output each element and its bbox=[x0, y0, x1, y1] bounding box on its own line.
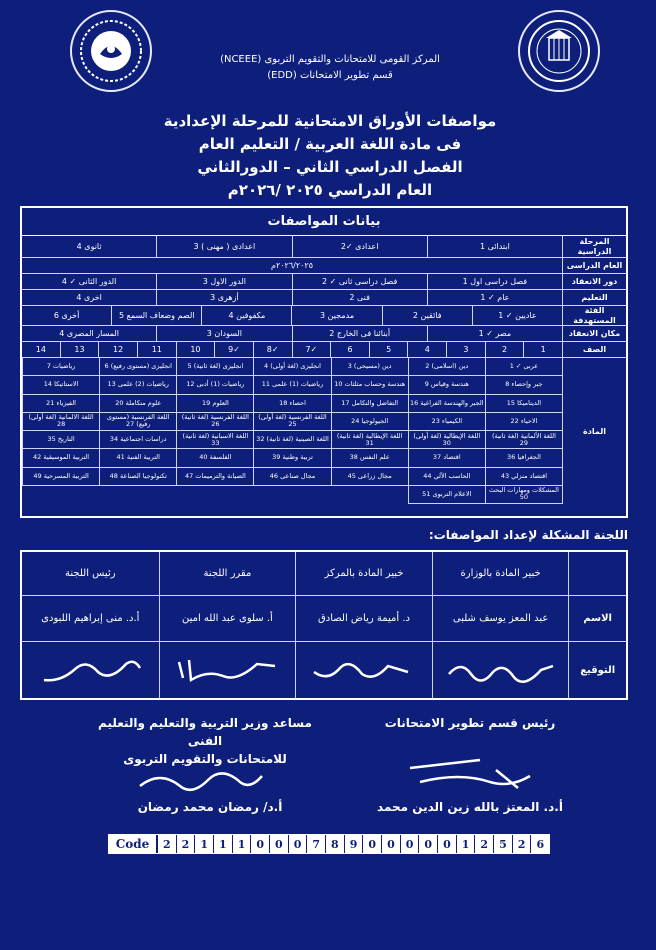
subject-cell: دراسات اجتماعية 34 bbox=[99, 431, 176, 449]
edd-head-title bbox=[360, 714, 580, 732]
subject-cell: اقتصاد 37 bbox=[408, 449, 485, 467]
subject-cell: علم النفس 38 bbox=[331, 449, 408, 467]
spec-cell: ✓7 bbox=[292, 342, 331, 357]
spec-row bbox=[22, 342, 626, 358]
code-digit: 2 bbox=[474, 835, 493, 853]
subject-cell: العلوم 19 bbox=[176, 395, 253, 413]
member-name-4: أ.د. منى إبراهيم اللبودى bbox=[41, 613, 140, 624]
committee-header-1: خبير المادة بالوزارة bbox=[432, 552, 569, 595]
spec-cell: 10 bbox=[176, 342, 215, 357]
code-digit: 0 bbox=[437, 835, 456, 853]
subject-cell: اللغة الإيطالية (لغة ثانية) 31 bbox=[331, 431, 408, 449]
org-line-2: قسم تطوير الامتحانات (EDD) bbox=[267, 70, 393, 81]
spec-cell: اعدادى ✓2 bbox=[292, 236, 427, 257]
subject-cell: تكنولوجيا الصناعة 48 bbox=[99, 468, 176, 486]
spec-cell: 4 bbox=[407, 342, 446, 357]
code-digit: 0 bbox=[362, 835, 381, 853]
spec-cell: ٢٠٢٦/٢٠٢٥م bbox=[270, 260, 314, 270]
spec-cell: 14 bbox=[35, 344, 46, 354]
spec-cell: 6 bbox=[330, 342, 369, 357]
subject-cell: الجيولوجيا 24 bbox=[331, 413, 408, 431]
spec-cell: عاديين ✓ 1 bbox=[472, 306, 562, 325]
spec-cell: مكفوفين 4 bbox=[201, 306, 291, 325]
subject-cell: الاستاتيكا 14 bbox=[22, 376, 99, 394]
assistant-minister-name: أ.د/ رمضان محمد رمضان bbox=[137, 800, 283, 814]
spec-row-label: الصف bbox=[562, 342, 626, 357]
subject-cell: الجغرافيا 36 bbox=[485, 449, 562, 467]
subject-cell: الحاسب الآلي 44 bbox=[408, 468, 485, 486]
spec-cell: المسار المصرى 4 bbox=[59, 328, 120, 338]
spec-cell: الدور الاول 3 bbox=[156, 274, 291, 289]
code-digit: 1 bbox=[194, 835, 213, 853]
spec-cell: أخرى 6 bbox=[53, 310, 80, 320]
subject-cell: رياضيات (1) علمى 11 bbox=[253, 376, 330, 394]
subject-cell: التربية الفنية 41 bbox=[99, 449, 176, 467]
handwritten-signature-icon bbox=[432, 642, 569, 698]
subject-cell: الصيانة والترميمات 47 bbox=[176, 468, 253, 486]
code-digit: 2 bbox=[176, 835, 195, 853]
committee-header-4: رئيس اللجنة bbox=[65, 568, 116, 579]
spec-cell: ✓8 bbox=[253, 342, 292, 357]
spec-row-label: الفئة المستهدفة bbox=[562, 306, 626, 325]
subject-cell: اللغة الإيطالية (لغة أولى) 30 bbox=[408, 431, 485, 449]
code-digit: 6 bbox=[530, 835, 549, 853]
spec-cell: مصر ✓ 1 bbox=[427, 326, 562, 341]
subject-cell: التربية المسرحية 49 bbox=[22, 468, 99, 486]
spec-cell: 1 bbox=[523, 342, 562, 357]
subject-cell: هندسة وقياس 9 bbox=[408, 376, 485, 394]
title-line-2: فى مادة اللغة العربية / التعليم العام bbox=[198, 135, 462, 153]
org-line-1: المركز القومى للامتحانات والتقويم التربوى (NCEEE) bbox=[220, 54, 440, 65]
spec-cell: أبنائنا فى الخارج 2 bbox=[292, 326, 427, 341]
spec-cell: فصل دراسى ثانى ✓ 2 bbox=[292, 274, 427, 289]
spec-cell: 12 bbox=[98, 342, 137, 357]
spec-cell: ✓9 bbox=[214, 342, 253, 357]
subject-cell: اللغة الفرنسية (لغة ثانية) 26 bbox=[176, 413, 253, 431]
member-name-1: عبد المعز يوسف شلبى bbox=[432, 596, 569, 641]
spec-row bbox=[22, 236, 626, 258]
code-digit: 0 bbox=[381, 835, 400, 853]
subject-cell: مجال زراعى 45 bbox=[331, 468, 408, 486]
subject-cell: دين (مسيحى) 3 bbox=[331, 358, 408, 376]
subject-cell: اقتصاد منزلي 43 bbox=[485, 468, 562, 486]
subject-cell: علوم متكاملة 20 bbox=[99, 395, 176, 413]
subject-cell: احصاء 18 bbox=[253, 395, 330, 413]
spec-cell: أزهرى 3 bbox=[156, 290, 291, 305]
committee-header-3: مقرر اللجنة bbox=[159, 552, 296, 595]
spec-row-label: دور الانعقاد bbox=[562, 274, 626, 289]
subject-cell: الاعلام التربوى 51 bbox=[408, 486, 485, 504]
spec-row bbox=[22, 258, 626, 274]
code-digit: 1 bbox=[232, 835, 251, 853]
subject-cell: اللغة الفرنسية (مستوى رفيع) 27 bbox=[99, 413, 176, 431]
code-digit: 2 bbox=[512, 835, 531, 853]
handwritten-signature-icon bbox=[295, 642, 432, 698]
subjects-row bbox=[22, 358, 626, 504]
spec-cell: اعدادى ( مهنى ) 3 bbox=[156, 236, 291, 257]
document-titles bbox=[120, 110, 540, 202]
subject-cell: انجليزى (لغة ثانية) 5 bbox=[176, 358, 253, 376]
name-label: الاسم bbox=[568, 596, 626, 641]
nceee-emblem-icon bbox=[70, 10, 152, 92]
subject-cell: الفيزياء 21 bbox=[22, 395, 99, 413]
spec-cell: فائقين 2 bbox=[382, 306, 472, 325]
spec-row bbox=[22, 306, 626, 326]
code-digit: 1 bbox=[213, 835, 232, 853]
member-name-3: أ. سلوى عبد الله امين bbox=[159, 596, 296, 641]
spec-cell: فنى 2 bbox=[292, 290, 427, 305]
code-digit: 0 bbox=[418, 835, 437, 853]
handwritten-signature-icon bbox=[400, 748, 540, 802]
spec-cell: اخرى 4 bbox=[76, 292, 102, 302]
edd-head-title-text: رئيس قسم تطوير الامتحانات bbox=[384, 716, 556, 730]
spec-row-label: العام الدراسى bbox=[562, 258, 626, 273]
subject-cell: التفاضل والتكامل 17 bbox=[331, 395, 408, 413]
subject-cell: مجال صناعى 46 bbox=[253, 468, 330, 486]
subject-cell: اللغة الاسبانية (لغة ثانية) 33 bbox=[176, 431, 253, 449]
assistant-minister-title-line-1: مساعد وزير التربية والتعليم والتعليم الفنى bbox=[98, 716, 312, 748]
document-header bbox=[0, 0, 656, 108]
subject-cell: رياضيات (1) أدبى 12 bbox=[176, 376, 253, 394]
subject-cell: عربى ✓ 1 bbox=[485, 358, 562, 376]
specification-table bbox=[20, 206, 628, 518]
subject-cell: اللغة الألمانية (لغة ثانية) 29 bbox=[485, 431, 562, 449]
subject-cell: اللغة الصينية (لغة ثانية) 32 bbox=[253, 431, 330, 449]
spec-cell: 2 bbox=[485, 342, 524, 357]
subject-cell: الكيمياء 23 bbox=[408, 413, 485, 431]
code-digit: 7 bbox=[306, 835, 325, 853]
organization-name bbox=[200, 52, 460, 84]
committee-header-row bbox=[22, 552, 626, 596]
spec-cell: مدمجين 3 bbox=[291, 306, 381, 325]
code-digit: 9 bbox=[344, 835, 363, 853]
spec-cell: الدور الثانى ✓ 4 bbox=[61, 276, 117, 286]
subject-cell: جبر وإحصاء 8 bbox=[485, 376, 562, 394]
subject-cell: المشكلات ومهارات البحث 50 bbox=[485, 486, 562, 504]
code-label: Code bbox=[109, 835, 157, 853]
code-digit: 8 bbox=[325, 835, 344, 853]
spec-row bbox=[22, 274, 626, 290]
subject-cell: هندسة وحساب مثلثات 10 bbox=[331, 376, 408, 394]
edd-head-name: أ.د. المعتز بالله زين الدين محمد bbox=[377, 800, 563, 814]
subject-cell: انجليزى (مستوى رفيع) 6 bbox=[99, 358, 176, 376]
spec-cell: ابتدائى 1 bbox=[427, 236, 562, 257]
committee-header-2: خبير المادة بالمركز bbox=[295, 552, 432, 595]
spec-heading: بيانات المواصفات bbox=[22, 208, 626, 236]
spec-row-label: مكان الانعقاد bbox=[562, 326, 626, 341]
subject-cell: اللغة الفرنسية (لغة أولى) 25 bbox=[253, 413, 330, 431]
member-name-2: د. أميمة رياض الصادق bbox=[295, 596, 432, 641]
handwritten-signature-icon bbox=[22, 642, 159, 698]
subject-cell: رياضيات 7 bbox=[22, 358, 99, 376]
subjects-grid bbox=[22, 358, 562, 504]
spec-row-label: المرحلة الدراسية bbox=[562, 236, 626, 257]
ministry-emblem-icon bbox=[518, 10, 600, 92]
subject-cell: التربية الموسيقية 42 bbox=[22, 449, 99, 467]
subject-cell: انجليزى (لغة أولى) 4 bbox=[253, 358, 330, 376]
title-line-3: الفصل الدراسي الثاني – الدورالثاني bbox=[197, 158, 463, 176]
spec-cell: 3 bbox=[446, 342, 485, 357]
spec-cell: 13 bbox=[60, 342, 99, 357]
committee-signatures-row bbox=[22, 642, 626, 698]
spec-cell: ثانوى 4 bbox=[76, 241, 102, 251]
document-code bbox=[108, 834, 550, 854]
spec-cell: عام ✓ 1 bbox=[427, 290, 562, 305]
code-digit: 0 bbox=[400, 835, 419, 853]
title-line-4: العام الدراسي ٢٠٢٥ /٢٠٢٦م bbox=[227, 181, 433, 199]
spec-cell: 11 bbox=[137, 342, 176, 357]
spec-cell: فصل دراسى اول 1 bbox=[427, 274, 562, 289]
committee-table bbox=[20, 550, 628, 700]
spec-row-label: التعليم bbox=[562, 290, 626, 305]
assistant-minister-title-line-2: للامتحانات والتقويم التربوى bbox=[123, 752, 287, 766]
subject-cell: اللغة الالمانية (لغة أولى) 28 bbox=[22, 413, 99, 431]
code-digit: 0 bbox=[250, 835, 269, 853]
subject-cell: الديناميكا 15 bbox=[485, 395, 562, 413]
subject-cell: التاريخ 35 bbox=[22, 431, 99, 449]
spec-cell: السودان 3 bbox=[156, 326, 291, 341]
code-digit: 0 bbox=[288, 835, 307, 853]
spec-row bbox=[22, 326, 626, 342]
code-digit: 0 bbox=[269, 835, 288, 853]
handwritten-signature-icon bbox=[159, 642, 296, 698]
subject-cell: الفلسفة 40 bbox=[176, 449, 253, 467]
code-digit: 5 bbox=[493, 835, 512, 853]
subject-cell: دين (اسلامى) 2 bbox=[408, 358, 485, 376]
subject-cell: الاحياء 22 bbox=[485, 413, 562, 431]
subject-cell: رياضيات (2) علمى 13 bbox=[99, 376, 176, 394]
committee-title: اللجنة المشكلة لإعداد المواصفات: bbox=[428, 528, 628, 542]
subjects-label: المادة bbox=[562, 358, 626, 504]
subject-cell: الجبر والهندسة الفراغية 16 bbox=[408, 395, 485, 413]
signature-label: التوقيع bbox=[568, 642, 626, 698]
code-digit: 1 bbox=[456, 835, 475, 853]
spec-cell: 5 bbox=[369, 342, 408, 357]
spec-cell: الصم وضعاف السمع 5 bbox=[111, 306, 201, 325]
committee-corner bbox=[568, 552, 626, 595]
title-line-1: مواصفات الأوراق الامتحانية للمرحلة الإعدادية bbox=[163, 112, 497, 130]
subject-cell: تربية وطنية 39 bbox=[253, 449, 330, 467]
code-digit: 2 bbox=[157, 835, 176, 853]
spec-row bbox=[22, 290, 626, 306]
committee-names-row bbox=[22, 596, 626, 642]
